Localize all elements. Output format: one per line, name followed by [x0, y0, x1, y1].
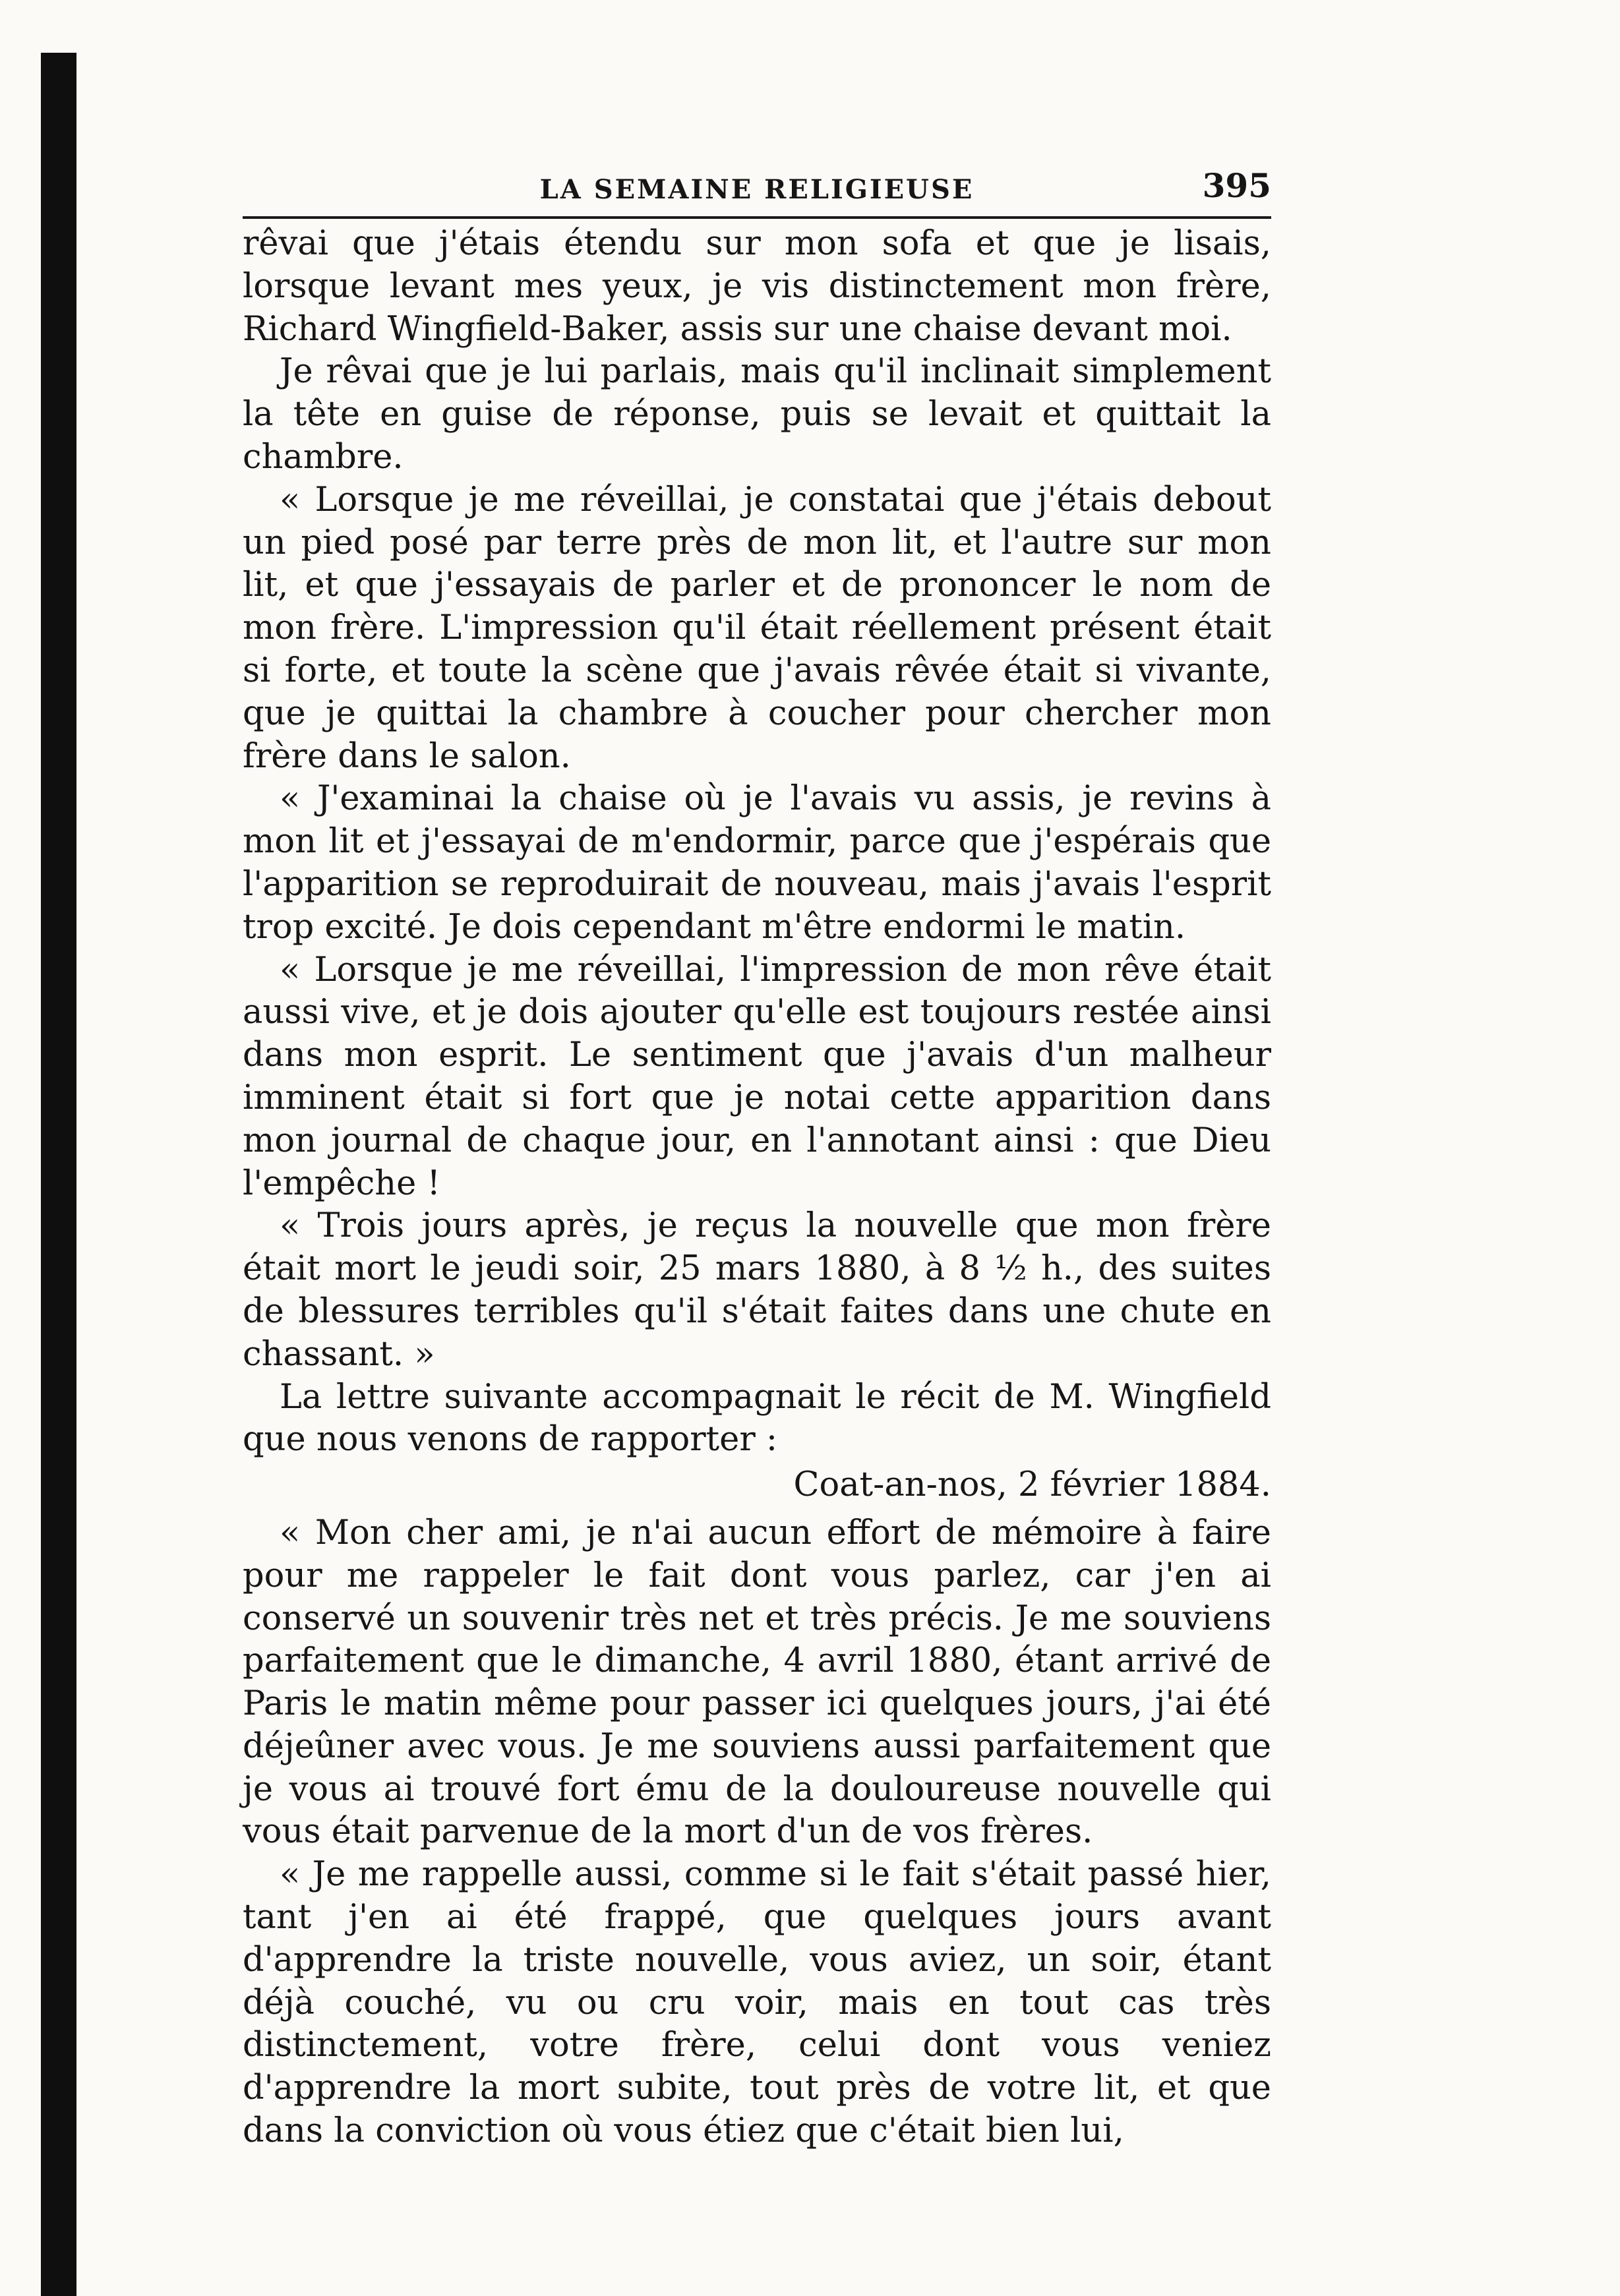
- paragraph: « Lorsque je me réveillai, je constatai que j'étais debout un pied posé par terre près de mon lit, et l'autre sur mon lit, et que j'essayais de parler et de prononcer le nom de mon frère. L'impression qu'il était réellement présent était si forte, et toute la scène que j'avais rêvée était si vivante, que je quittai la chambre à coucher pour chercher mon frère dans le salon.: [243, 480, 1271, 776]
- running-title: LA SEMAINE RELIGIEUSE: [539, 174, 975, 205]
- book-page: [243, 163, 1271, 2153]
- paragraph: « Trois jours après, je reçus la nouvelle que mon frère était mort le jeudi soir, 25 mars 1880, à 8 ½ h., des suites de blessures terribles qu'il s'était faites dans une chute en chassant. »: [243, 1206, 1271, 1374]
- paragraph: « Lorsque je me réveillai, l'impression de mon rêve était aussi vive, et je dois ajouter qu'elle est toujours restée ainsi dans mon esprit. Le sentiment que j'avais d'un malheur imminent était si fort que je notai cette apparition dans mon journal de chaque jour, en l'annotant ainsi : que Dieu l'empêche !: [243, 950, 1271, 1203]
- page-number: 395: [1202, 166, 1271, 205]
- letter-paragraph: « Je me rappelle aussi, comme si le fait s'était passé hier, tant j'en ai été frappé, que quelques jours avant d'apprendre la triste nouvelle, vous aviez, un soir, étant déjà couché, vu ou cru voir, mais en tout cas très distinctement, votre frère, celui dont vous veniez d'apprendre la mort subite, tout près de votre lit, et que dans la conviction où vous étiez que c'était bien lui,: [243, 1855, 1271, 2151]
- running-header: [243, 163, 1271, 210]
- body-text: [243, 223, 1271, 2153]
- page-binding-edge: [41, 53, 76, 2296]
- letter-paragraph: « Mon cher ami, je n'ai aucun effort de mémoire à faire pour me rappeler le fait dont vous parlez, car j'en ai conservé un souvenir très net et très précis. Je me souviens parfaitement que le dimanche, 4 avril 1880, étant arrivé de Paris le matin même pour passer ici quelques jours, j'ai été déjeûner avec vous. Je me souviens aussi parfaitement que je vous ai trouvé fort ému de la douloureuse nouvelle qui vous était parvenue de la mort d'un de vos frères.: [243, 1513, 1271, 1852]
- paragraph: La lettre suivante accompagnait le récit de M. Wingfield que nous venons de rapporter :: [243, 1377, 1271, 1459]
- header-rule: [243, 216, 1271, 219]
- paragraph: « J'examinai la chaise où je l'avais vu assis, je revins à mon lit et j'essayai de m'endormir, parce que j'espérais que l'apparition se reproduirait de nouveau, mais j'avais l'esprit trop excité. Je dois cependant m'être endormi le matin.: [243, 779, 1271, 947]
- paragraph-continued: rêvai que j'étais étendu sur mon sofa et que je lisais, lorsque levant mes yeux, je vis distinctement mon frère, Richard Wingfield-Baker, assis sur une chaise devant moi.: [243, 224, 1271, 349]
- letter-dateline: Coat-an-nos, 2 février 1884.: [793, 1465, 1271, 1505]
- paragraph: Je rêvai que je lui parlais, mais qu'il inclinait simplement la tête en guise de réponse, puis se levait et quittait la chambre.: [243, 352, 1271, 477]
